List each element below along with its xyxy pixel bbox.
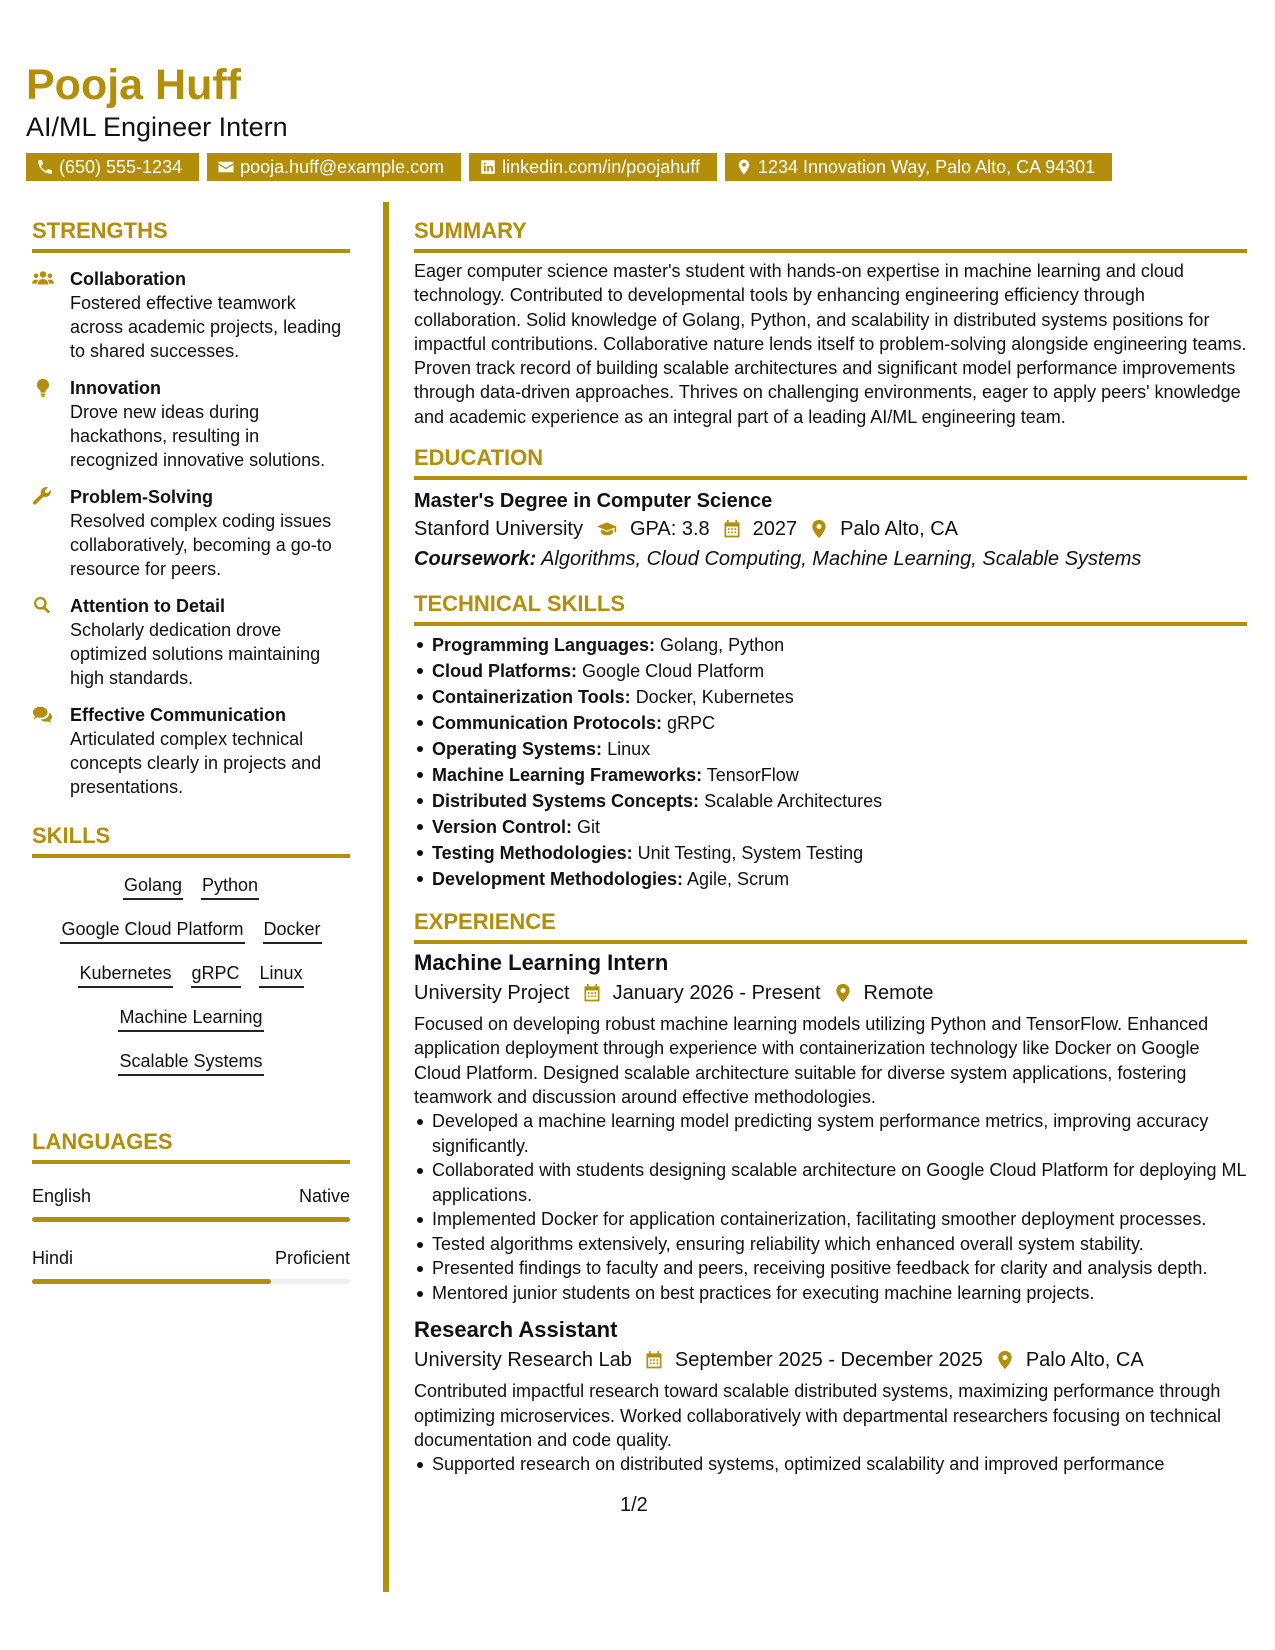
list-item: Supported research on distributed systems, optimized scalability and improved performance xyxy=(432,1452,1247,1477)
strength-item xyxy=(32,267,350,363)
skill-tag: Kubernetes xyxy=(78,962,172,988)
strength-desc: Scholarly dedication drove optimized solutions maintaining high standards. xyxy=(70,620,321,688)
list-item xyxy=(432,840,1247,866)
candidate-name: Pooja Huff xyxy=(26,61,241,109)
list-item xyxy=(432,632,1247,658)
tech-skill-value: Golang, Python xyxy=(660,635,785,656)
language-proficiency-bar xyxy=(32,1217,350,1222)
education-gpa: GPA: 3.8 xyxy=(629,518,710,541)
tech-skill-value: TensorFlow xyxy=(706,765,799,786)
contact-phone[interactable] xyxy=(26,153,199,181)
job-location: Palo Alto, CA xyxy=(1025,1349,1144,1372)
job-description: Contributed impactful research toward scalable distributed systems, maximizing performance through optimizing microservices. Worked collaboratively with departmental researchers focusing on technical documentation and code quality. xyxy=(414,1381,1222,1450)
envelope-icon xyxy=(217,158,235,176)
contact-linkedin-text: linkedin.com/in/poojahuff xyxy=(502,157,700,177)
summary-rule xyxy=(414,249,1247,253)
list-item: Developed a machine learning model predicting system performance metrics, improving accuracy significantly. xyxy=(432,1109,1247,1158)
list-item: Mentored junior students on best practices for executing machine learning projects. xyxy=(432,1281,1247,1306)
tech-skill-value: Linux xyxy=(607,739,651,760)
tech-skill-label: Version Control: xyxy=(432,817,573,838)
job-location: Remote xyxy=(863,982,934,1005)
skill-row xyxy=(32,1050,350,1076)
strength-desc: Drove new ideas during hackathons, resulting in recognized innovative solutions. xyxy=(70,402,326,470)
job-org: University Project xyxy=(414,982,570,1005)
tech-skill-label: Communication Protocols: xyxy=(432,713,663,734)
language-proficiency-bar xyxy=(32,1279,350,1284)
strength-desc: Fostered effective teamwork across academic projects, leading to shared successes. xyxy=(70,293,342,361)
strength-item xyxy=(32,594,350,690)
contact-bar xyxy=(26,153,1112,181)
job-title: Research Assistant xyxy=(414,1317,618,1343)
tech-skill-value: Agile, Scrum xyxy=(687,869,790,890)
languages-heading: LANGUAGES xyxy=(32,1129,173,1154)
summary-text: Eager computer science master's student with hands-on expertise in machine learning and cloud technology. Contributed to developmental tools by enhancing engineering efficiency through collaboration. Solid knowledge of Golang, Python, and scalability in distributed systems positions for impactful contributions. Collaborative nature lends itself to problem-solving alongside engineering teams. Proven track record of building scalable architectures and significant model performance improvements through data-driven approaches. Thrives on challenging environments, eager to apply peers' knowledge and academic experience as an integral part of a leading AI/ML engineering team. xyxy=(414,261,1247,427)
list-item xyxy=(432,788,1247,814)
education-year: 2027 xyxy=(752,518,798,541)
language-level: Proficient xyxy=(274,1248,350,1268)
language-name: Hindi xyxy=(32,1248,74,1268)
list-item xyxy=(432,762,1247,788)
users-icon xyxy=(32,269,54,289)
chat-bubbles-icon xyxy=(32,705,54,725)
education-degree: Master's Degree in Computer Science xyxy=(414,490,773,513)
coursework-label: Coursework: xyxy=(414,548,537,571)
skill-tag: Python xyxy=(201,874,259,900)
job-entry xyxy=(414,1315,1247,1476)
strength-title: Attention to Detail xyxy=(70,596,225,616)
strength-item xyxy=(32,703,350,799)
strength-item xyxy=(32,376,350,472)
strengths-heading: STRENGTHS xyxy=(32,218,168,243)
job-bullets xyxy=(414,1452,1247,1477)
contact-linkedin[interactable] xyxy=(469,153,717,181)
languages-rule xyxy=(32,1160,350,1164)
candidate-role: AI/ML Engineer Intern xyxy=(26,112,288,142)
list-item xyxy=(432,684,1247,710)
job-org: University Research Lab xyxy=(414,1349,632,1372)
job-title: Machine Learning Intern xyxy=(414,950,669,976)
summary-heading: SUMMARY xyxy=(414,218,527,243)
tech-skill-label: Distributed Systems Concepts: xyxy=(432,791,700,812)
skill-row xyxy=(32,962,350,988)
graduation-cap-icon xyxy=(595,519,619,539)
tech-skill-value: gRPC xyxy=(667,713,716,734)
calendar-icon xyxy=(722,519,742,539)
location-pin-icon xyxy=(833,983,853,1003)
tech-skill-label: Testing Methodologies: xyxy=(432,843,633,864)
list-item: Presented findings to faculty and peers, receiving positive feedback for clarity and analysis depth. xyxy=(432,1256,1247,1281)
skill-tag: Google Cloud Platform xyxy=(60,918,244,944)
calendar-icon xyxy=(582,983,602,1003)
education-location: Palo Alto, CA xyxy=(840,518,958,541)
tech-skill-value: Docker, Kubernetes xyxy=(635,687,794,708)
wrench-icon xyxy=(32,487,54,507)
list-item: Tested algorithms extensively, ensuring reliability which enhanced overall system stability. xyxy=(432,1232,1247,1257)
job-meta xyxy=(414,1345,1247,1375)
strength-title: Problem-Solving xyxy=(70,487,214,507)
tech-skill-label: Cloud Platforms: xyxy=(432,661,578,682)
technical-skills-heading: TECHNICAL SKILLS xyxy=(414,591,626,617)
tech-skill-value: Google Cloud Platform xyxy=(582,661,765,682)
language-level: Native xyxy=(298,1186,350,1206)
left-column xyxy=(32,215,350,1284)
tech-skill-label: Machine Learning Frameworks: xyxy=(432,765,703,786)
tech-skill-value: Unit Testing, System Testing xyxy=(637,843,864,864)
skill-row xyxy=(32,874,350,900)
list-item xyxy=(432,736,1247,762)
skills-heading: SKILLS xyxy=(32,823,111,848)
experience-rule xyxy=(414,940,1247,944)
skill-tag: Docker xyxy=(263,918,322,944)
education-meta xyxy=(414,514,1247,544)
technical-skills-list xyxy=(414,632,1247,892)
job-dates: January 2026 - Present xyxy=(612,982,821,1005)
experience-heading: EXPERIENCE xyxy=(414,909,556,935)
list-item xyxy=(432,814,1247,840)
skill-tag: gRPC xyxy=(191,962,241,988)
coursework-list: Algorithms, Cloud Computing, Machine Learning, Scalable Systems xyxy=(541,548,1142,571)
contact-phone-text: (650) 555-1234 xyxy=(59,157,183,177)
job-description: Focused on developing robust machine learning models utilizing Python and TensorFlow. Enhanced application deployment through experience with containerization technology like Docker on Google Cloud Platform. Designed scalable architecture suitable for diverse system applications, fostering teamwork and discussion around effective methodologies. xyxy=(414,1014,1209,1107)
language-item xyxy=(32,1246,350,1284)
calendar-icon xyxy=(644,1350,664,1370)
list-item xyxy=(432,866,1247,892)
skill-tag: Golang xyxy=(123,874,183,900)
skill-tag: Machine Learning xyxy=(118,1006,263,1032)
tech-skill-label: Development Methodologies: xyxy=(432,869,684,890)
contact-address[interactable] xyxy=(725,153,1112,181)
list-item: Implemented Docker for application containerization, facilitating smoother deployment processes. xyxy=(432,1207,1247,1232)
skills-tags xyxy=(32,858,350,1076)
tech-skill-value: Scalable Architectures xyxy=(704,791,883,812)
phone-icon xyxy=(36,158,54,176)
tech-skill-value: Git xyxy=(577,817,601,838)
skill-tag: Linux xyxy=(259,962,304,988)
education-rule xyxy=(414,476,1247,480)
page-number: 1/2 xyxy=(620,1494,648,1516)
linkedin-icon xyxy=(479,158,497,176)
strength-desc: Resolved complex coding issues collaboratively, becoming a go-to resource for peers. xyxy=(70,511,332,579)
tech-skill-label: Programming Languages: xyxy=(432,635,656,656)
contact-email[interactable] xyxy=(207,153,461,181)
right-column xyxy=(414,215,1247,1477)
contact-address-text: 1234 Innovation Way, Palo Alto, CA 94301 xyxy=(757,157,1096,177)
job-meta xyxy=(414,978,1247,1008)
language-proficiency-fill xyxy=(32,1279,271,1284)
location-pin-icon xyxy=(809,519,829,539)
skill-row xyxy=(32,918,350,944)
location-pin-icon xyxy=(995,1350,1015,1370)
language-name: English xyxy=(32,1186,92,1206)
job-dates: September 2025 - December 2025 xyxy=(674,1349,983,1372)
column-divider xyxy=(383,202,389,1592)
skill-tag: Scalable Systems xyxy=(118,1050,263,1076)
lightbulb-icon xyxy=(32,378,54,398)
list-item: Collaborated with students designing scalable architecture on Google Cloud Platform for deploying ML applications. xyxy=(432,1158,1247,1207)
education-heading: EDUCATION xyxy=(414,445,544,471)
contact-email-text: pooja.huff@example.com xyxy=(240,157,445,177)
list-item xyxy=(432,710,1247,736)
magnifier-icon xyxy=(32,596,54,616)
tech-skill-label: Operating Systems: xyxy=(432,739,603,760)
job-entry xyxy=(414,948,1247,1305)
tech-skill-label: Containerization Tools: xyxy=(432,687,631,708)
strength-title: Effective Communication xyxy=(70,705,287,725)
strength-item xyxy=(32,485,350,581)
language-proficiency-fill xyxy=(32,1217,350,1222)
skill-row xyxy=(32,1006,350,1032)
education-school: Stanford University xyxy=(414,518,583,541)
education-coursework xyxy=(414,544,1247,574)
location-pin-icon xyxy=(735,158,753,176)
strength-title: Collaboration xyxy=(70,269,186,289)
job-bullets xyxy=(414,1109,1247,1305)
strength-title: Innovation xyxy=(70,378,161,398)
strength-desc: Articulated complex technical concepts clearly in projects and presentations. xyxy=(70,729,322,797)
language-item xyxy=(32,1184,350,1222)
technical-skills-rule xyxy=(414,622,1247,626)
list-item xyxy=(432,658,1247,684)
